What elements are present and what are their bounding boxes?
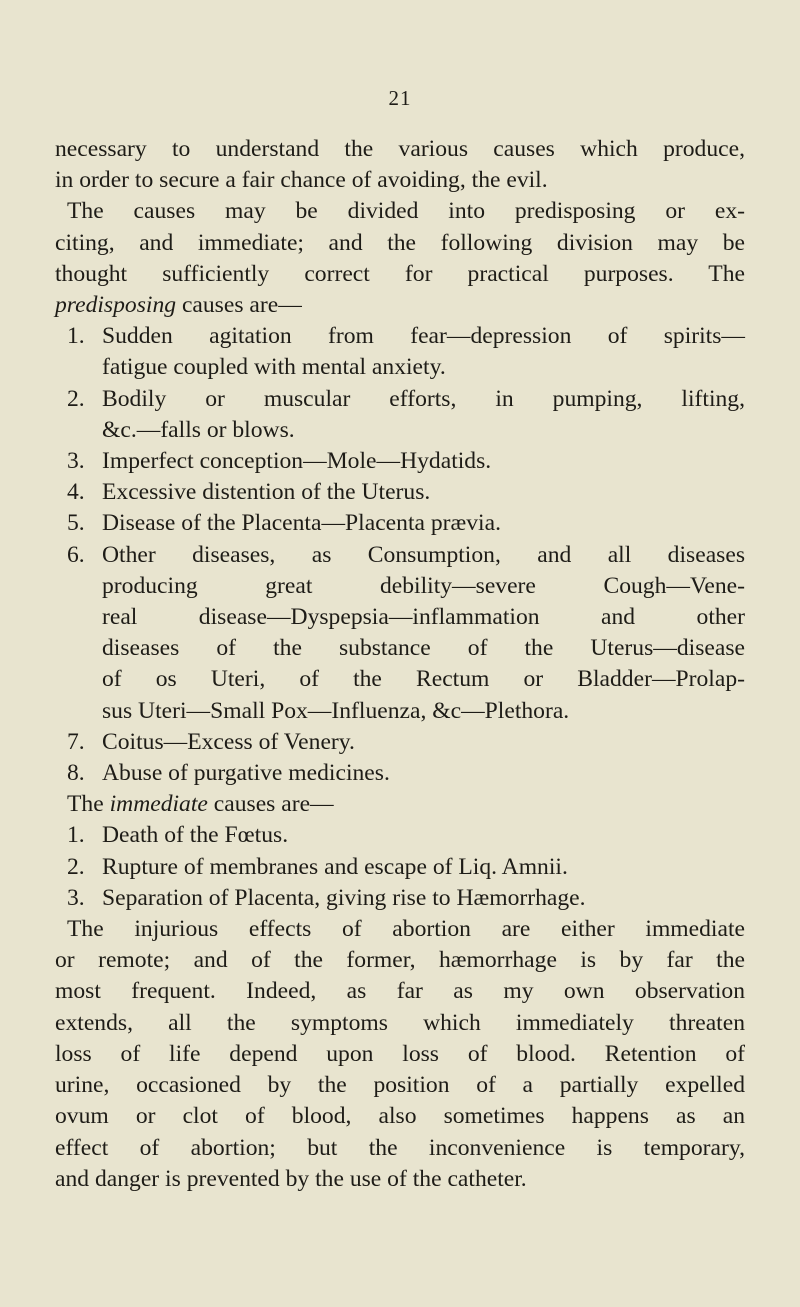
item-line: fatigue coupled with mental anxiety.: [102, 354, 446, 381]
item-number: 1.: [67, 822, 85, 849]
item-line: Sudden agitation from fear—depression of spirits—: [102, 323, 745, 350]
list-item: [55, 852, 745, 883]
list-item: [55, 820, 745, 851]
item-line: Disease of the Placenta—Placenta prævia.: [102, 510, 501, 537]
text-line: necessary to understand the various causes which produce,: [55, 136, 745, 162]
list-item: [55, 321, 745, 383]
item-line: Abuse of purgative medicines.: [102, 760, 390, 787]
item-number: 6.: [67, 541, 85, 568]
text-line: and danger is prevented by the use of the catheter.: [55, 1165, 527, 1192]
emphasis: predisposing: [55, 292, 177, 319]
item-line: Separation of Placenta, giving rise to Hæmorrhage.: [102, 884, 586, 911]
page-number: 21: [388, 86, 412, 110]
list-item: [55, 727, 745, 758]
list-item: [55, 540, 745, 727]
item-line: Coitus—Excess of Venery.: [102, 728, 355, 755]
item-line: Other diseases, as Consumption, and all diseases: [102, 541, 745, 568]
item-line: Imperfect conception—Mole—Hydatids.: [102, 448, 492, 475]
item-line: Rupture of membranes and escape of Liq. Amnii.: [102, 853, 568, 880]
text-line: The causes may be divided into predisposing or ex-: [67, 198, 745, 225]
text-line: most frequent. Indeed, as far as my own observation: [55, 978, 745, 1005]
item-line: of os Uteri, of the Rectum or Bladder—Prolap-: [102, 666, 745, 693]
list-item: [55, 758, 745, 789]
text-line: or remote; and of the former, hæmorrhage is by far the: [55, 947, 745, 974]
item-line: &c.—falls or blows.: [102, 416, 295, 443]
list-item: [55, 508, 745, 539]
item-number: 4.: [67, 479, 85, 506]
text-line: effect of abortion; but the inconvenience is temporary,: [55, 1134, 745, 1161]
list-item: [55, 883, 745, 914]
item-line: real disease—Dyspepsia—inflammation and other: [102, 604, 745, 631]
item-number: 7.: [67, 728, 85, 755]
item-number: 3.: [67, 448, 85, 475]
text-line: loss of life depend upon loss of blood. Retention of: [55, 1040, 745, 1067]
text-line: extends, all the symptoms which immediately threaten: [55, 1009, 745, 1036]
page-text: [55, 134, 745, 1195]
item-line: Death of the Fœtus.: [102, 822, 289, 849]
list-item: [55, 477, 745, 508]
text-line: thought sufficiently correct for practical purposes. The: [55, 260, 745, 287]
text-line: ovum or clot of blood, also sometimes happens as an: [55, 1103, 745, 1130]
item-number: 1.: [67, 323, 85, 350]
item-line: Excessive distention of the Uterus.: [102, 479, 431, 506]
item-number: 2.: [67, 853, 85, 880]
text-line: in order to secure a fair chance of avoiding, the evil.: [55, 167, 548, 194]
immediate-heading: The immediate causes are—: [67, 791, 334, 818]
text-line: citing, and immediate; and the following division may be: [55, 229, 745, 256]
item-number: 5.: [67, 510, 85, 537]
item-line: producing great debility—severe Cough—Vene-: [102, 572, 745, 599]
predisposing-heading: predisposing causes are—: [55, 292, 302, 319]
item-line: Bodily or muscular efforts, in pumping, lifting,: [102, 385, 745, 412]
text-line: urine, occasioned by the position of a partially expelled: [55, 1072, 745, 1099]
list-item: [55, 384, 745, 446]
list-item: [55, 446, 745, 477]
item-line: sus Uteri—Small Pox—Influenza, &c—Plethora.: [102, 697, 570, 724]
item-number: 8.: [67, 760, 85, 787]
item-number: 2.: [67, 385, 85, 412]
emphasis: immediate: [109, 791, 208, 818]
text-line: The injurious effects of abortion are either immediate: [67, 916, 745, 943]
item-number: 3.: [67, 884, 85, 911]
item-line: diseases of the substance of the Uterus—disease: [102, 635, 745, 662]
